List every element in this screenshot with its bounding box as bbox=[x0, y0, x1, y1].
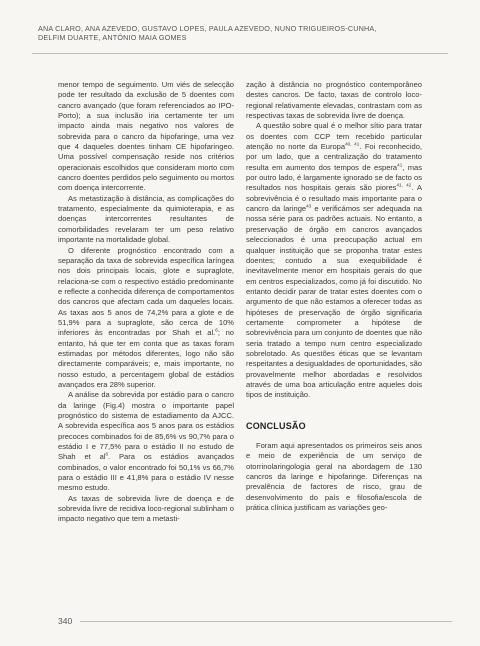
paragraph: zação à distância no prognóstico contemporâneo destes cancros. De facto, taxas de controlo loco-regional relativamente elevadas, contrastam com as respectivas taxas de sobrevida livre de doença. bbox=[246, 80, 422, 121]
reference-superscript: 6 bbox=[105, 451, 109, 457]
paragraph: O diferente prognóstico encontrado com a separação da taxa de sobrevida específica laríngea nos dois principais locais, glote e supraglote, relaciona-se com o respectivo estádio predominante e reflecte a conhecida diferença de comportamentos dos cancros que afectam cada um daqueles locais. As taxas aos 5 anos de 74,2% para a glote e de 51,9% para a supraglote, são cerca de 10% inferiores às encontradas por Shah et al.$^6$; no entanto, há que ter em conta que as taxas foram estimadas por métodos diferentes, logo não são directamente comparáveis; e, mais importante, no nosso estudo, a percentagem global de estádios avançados era 28% superior. bbox=[58, 245, 234, 389]
reference-superscript: 43 bbox=[306, 203, 312, 209]
paragraph: A análise da sobrevida por estádio para o cancro da laringe (Fig.4) mostra o importante papel prognóstico do sistema de estadiamento da AJCC. A sobrevida específica aos 5 anos para os estádios precoces combinados foi de 85,6% vs 90,7% para o estádio I e 77,5% para o estádio II no estudo de Shah et $al^6$. Para os estádios avançados combinados, o valor encontrado foi 50,1% vs 66,7% para o estádio III e 41,8% para o estádio IV nesse mesmo estudo. bbox=[58, 390, 234, 493]
section-heading-conclusion: CONCLUSÃO bbox=[246, 420, 306, 431]
header-divider bbox=[32, 53, 448, 54]
footer-divider bbox=[80, 621, 452, 622]
paragraph: Foram aqui apresentados os primeiros seis anos e meio de experiência de um serviço de otorrinolaringologia geral na abordagem de 130 cancros da laringe e hipofaringe. Diferenças na prevalência de factores de risco, grau de desenvolvimento do país e filosofia/escola de prática clínica justificam as variações geo- bbox=[246, 441, 422, 513]
page-number: 340 bbox=[58, 616, 73, 626]
paragraph: menor tempo de seguimento. Um viés de selecção pode ter resultado da exclusão de 5 doentes com cancro avançado (que foram referenciados ao IPO-Porto); a sua inclusão iria certamente ter um impacto ainda mais negativo nos valores de sobrevida para o cancro da hipofaringe, uma vez que 4 daqueles doentes tinham CE hipofaringeo. Uma possível compensação reside nos critérios operacionais escolhidos que consideram morto com cancro doentes perdidos pelo seguimento ou mortos com doença intercorrente. bbox=[58, 80, 234, 193]
running-header-authors bbox=[38, 24, 448, 43]
paragraph: As metastização à distância, as complicações do tratamento, especialmente da quimioterapia, e as doenças intercorrentes resultantes de comorbilidades revelaram ter um peso relativo importante na mortalidade global. bbox=[58, 193, 234, 245]
paragraph: As taxas de sobrevida livre de doença e de sobrevida livre de recidiva loco-regional sublinham o impacto negativo que tem a metasti- bbox=[58, 493, 234, 524]
authors-line-2: DELFIM DUARTE, ANTÓNIO MAIA GOMES bbox=[38, 33, 187, 43]
authors-line-1: ANA CLARO, ANA AZEVEDO, GUSTAVO LOPES, PAULA AZEVEDO, NUNO TRIGUEIROS-CUNHA, bbox=[38, 24, 377, 33]
reference-superscript: 41, 42 bbox=[396, 182, 412, 188]
right-column bbox=[246, 80, 422, 513]
paragraph: A questão sobre qual é o melhor sítio para tratar os doentes com CCP tem recebido particular atenção no norte da Europa$^{40, 41}$. Foi reconhecido, por um lado, que a centralização do tratamento resulta em aumento dos tempos de espera$^{41}$, mas por outro lado, é largamente ignorado se de facto os resultados nos hospitais gerais são piores$^{41, 42}$. A sobrevivência é o resultado mais importante para o cancro da laringe$^{43}$ e verificámos ser adequada na nossa série para os padrões actuais. No entanto, a preservação de órgão em cancros avançados seleccionados é uma preocupação actual em qualquer instituição que se proponha tratar estes doentes; contudo a sua exequibilidade é inevitavelmente menor em hospitais gerais do que em centros especializados, como já foi discutido. No entanto decidir parar de tratar estes doentes com o argumento de que não estamos a oferecer todas as hipóteses de preservação de órgão significaria certamente comprometer a hipótese de sobrevivência para um conjunto de doentes que não seria tratado a tempo num centro especializado sobrelotado. As questões éticas que se levantam respeitantes a desigualdades de oportunidades, são provavelmente melhor abordadas e resolvidos através de uma boa articulação entre aqueles dois tipos de instituição. bbox=[246, 121, 422, 400]
reference-superscript: 6 bbox=[215, 327, 218, 333]
left-column bbox=[58, 80, 234, 525]
reference-superscript: 41 bbox=[397, 162, 403, 168]
reference-superscript: 40, 41 bbox=[345, 141, 360, 147]
